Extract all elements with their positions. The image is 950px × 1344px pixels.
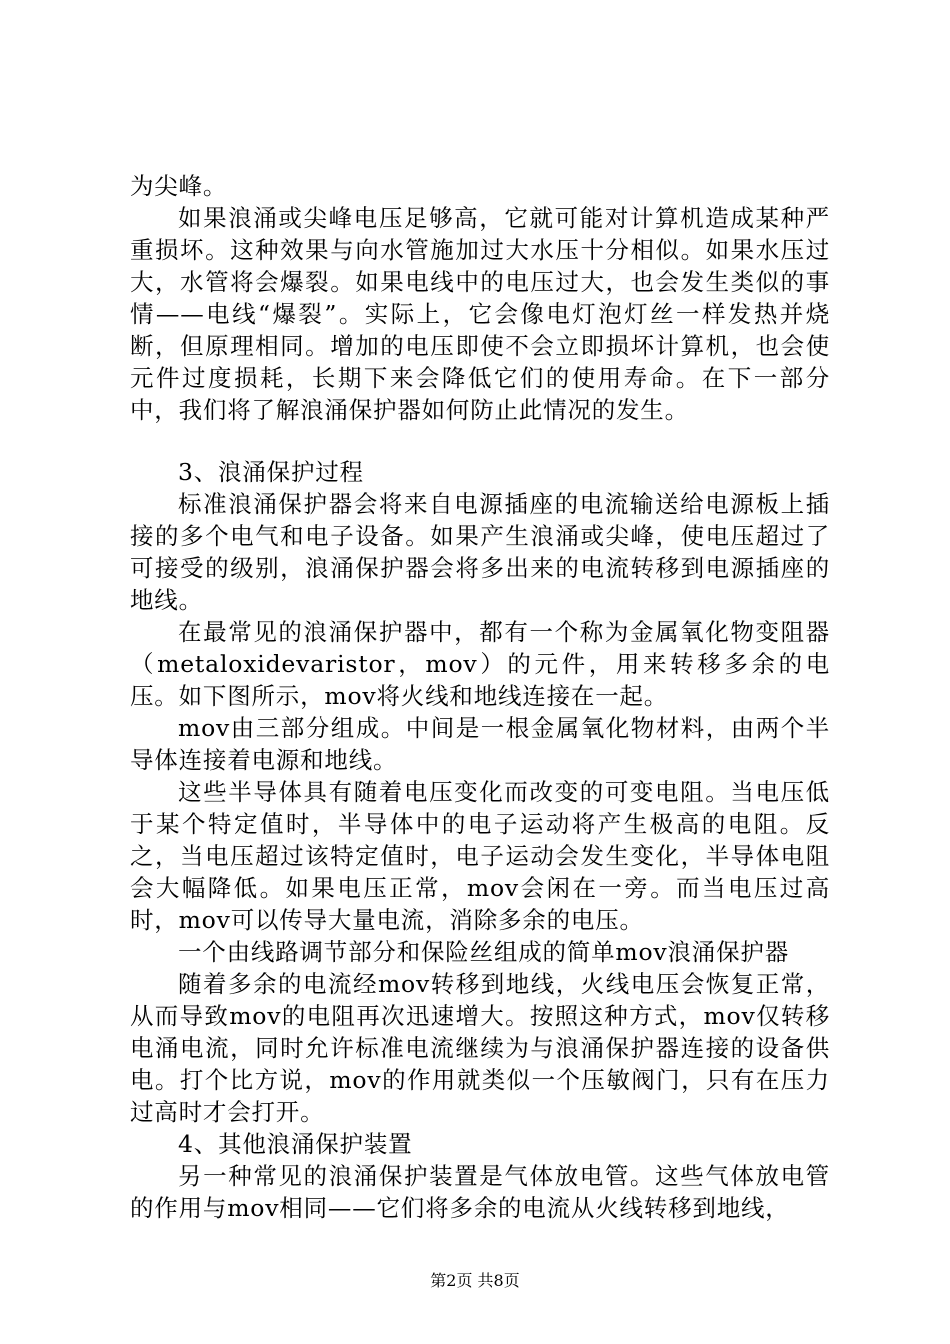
paragraph-surge-damage: 如果浪涌或尖峰电压足够高，它就可能对计算机造成某种严重损坏。这种效果与向水管施加过大水压十分相似。如果水压过大，水管将会爆裂。如果电线中的电压过大，也会发生类似的事情——电线“爆裂”。实际上，它会像电灯泡灯丝一样发热并烧断，但原理相同。增加的电压即使不会立即损坏计算机，也会使元件过度损耗，长期下来会降低它们的使用寿命。在下一部分中，我们将了解浪涌保护器如何防止此情况的发生。: [130, 204, 830, 424]
section-heading-3: 3、浪涌保护过程: [178, 458, 364, 486]
paragraph-mov-operation: 随着多余的电流经mov转移到地线，火线电压会恢复正常，从而导致mov的电阻再次迅速增大。按照这种方式，mov仅转移电涌电流，同时允许标准电流继续为与浪涌保护器连接的设备供电。打个比方说，mov的作用就类似一个压敏阀门，只有在压力过高时才会打开。: [130, 970, 830, 1126]
section-heading-4: 4、其他浪涌保护装置: [178, 1130, 413, 1158]
paragraph-mov-parts: mov由三部分组成。中间是一根金属氧化物材料，由两个半导体连接着电源和地线。: [130, 714, 830, 774]
document-body: [130, 170, 830, 1224]
paragraph-standard-protector: 标准浪涌保护器会将来自电源插座的电流输送给电源板上插接的多个电气和电子设备。如果产生浪涌或尖峰，使电压超过了可接受的级别，浪涌保护器会将多出来的电流转移到电源插座的地线。: [130, 490, 830, 614]
figure-caption: 一个由线路调节部分和保险丝组成的简单mov浪涌保护器: [178, 938, 790, 966]
paragraph-continuation: 为尖峰。: [130, 172, 228, 200]
section-gap: [130, 426, 830, 456]
paragraph-gas-discharge: 另一种常见的浪涌保护装置是气体放电管。这些气体放电管的作用与mov相同——它们将多余的电流从火线转移到地线，: [130, 1162, 830, 1222]
paragraph-semiconductor: 这些半导体具有随着电压变化而改变的可变电阻。当电压低于某个特定值时，半导体中的电子运动将产生极高的电阻。反之，当电压超过该特定值时，电子运动会发生变化，半导体电阻会大幅降低。如果电压正常，mov会闲在一旁。而当电压过高时，mov可以传导大量电流，消除多余的电压。: [130, 778, 830, 934]
page-number-footer: 第2页 共8页: [430, 1271, 520, 1290]
paragraph-mov-intro: 在最常见的浪涌保护器中，都有一个称为金属氧化物变阻器（metaloxidevaristor，mov）的元件，用来转移多余的电压。如下图所示，mov将火线和地线连接在一起。: [130, 618, 830, 710]
